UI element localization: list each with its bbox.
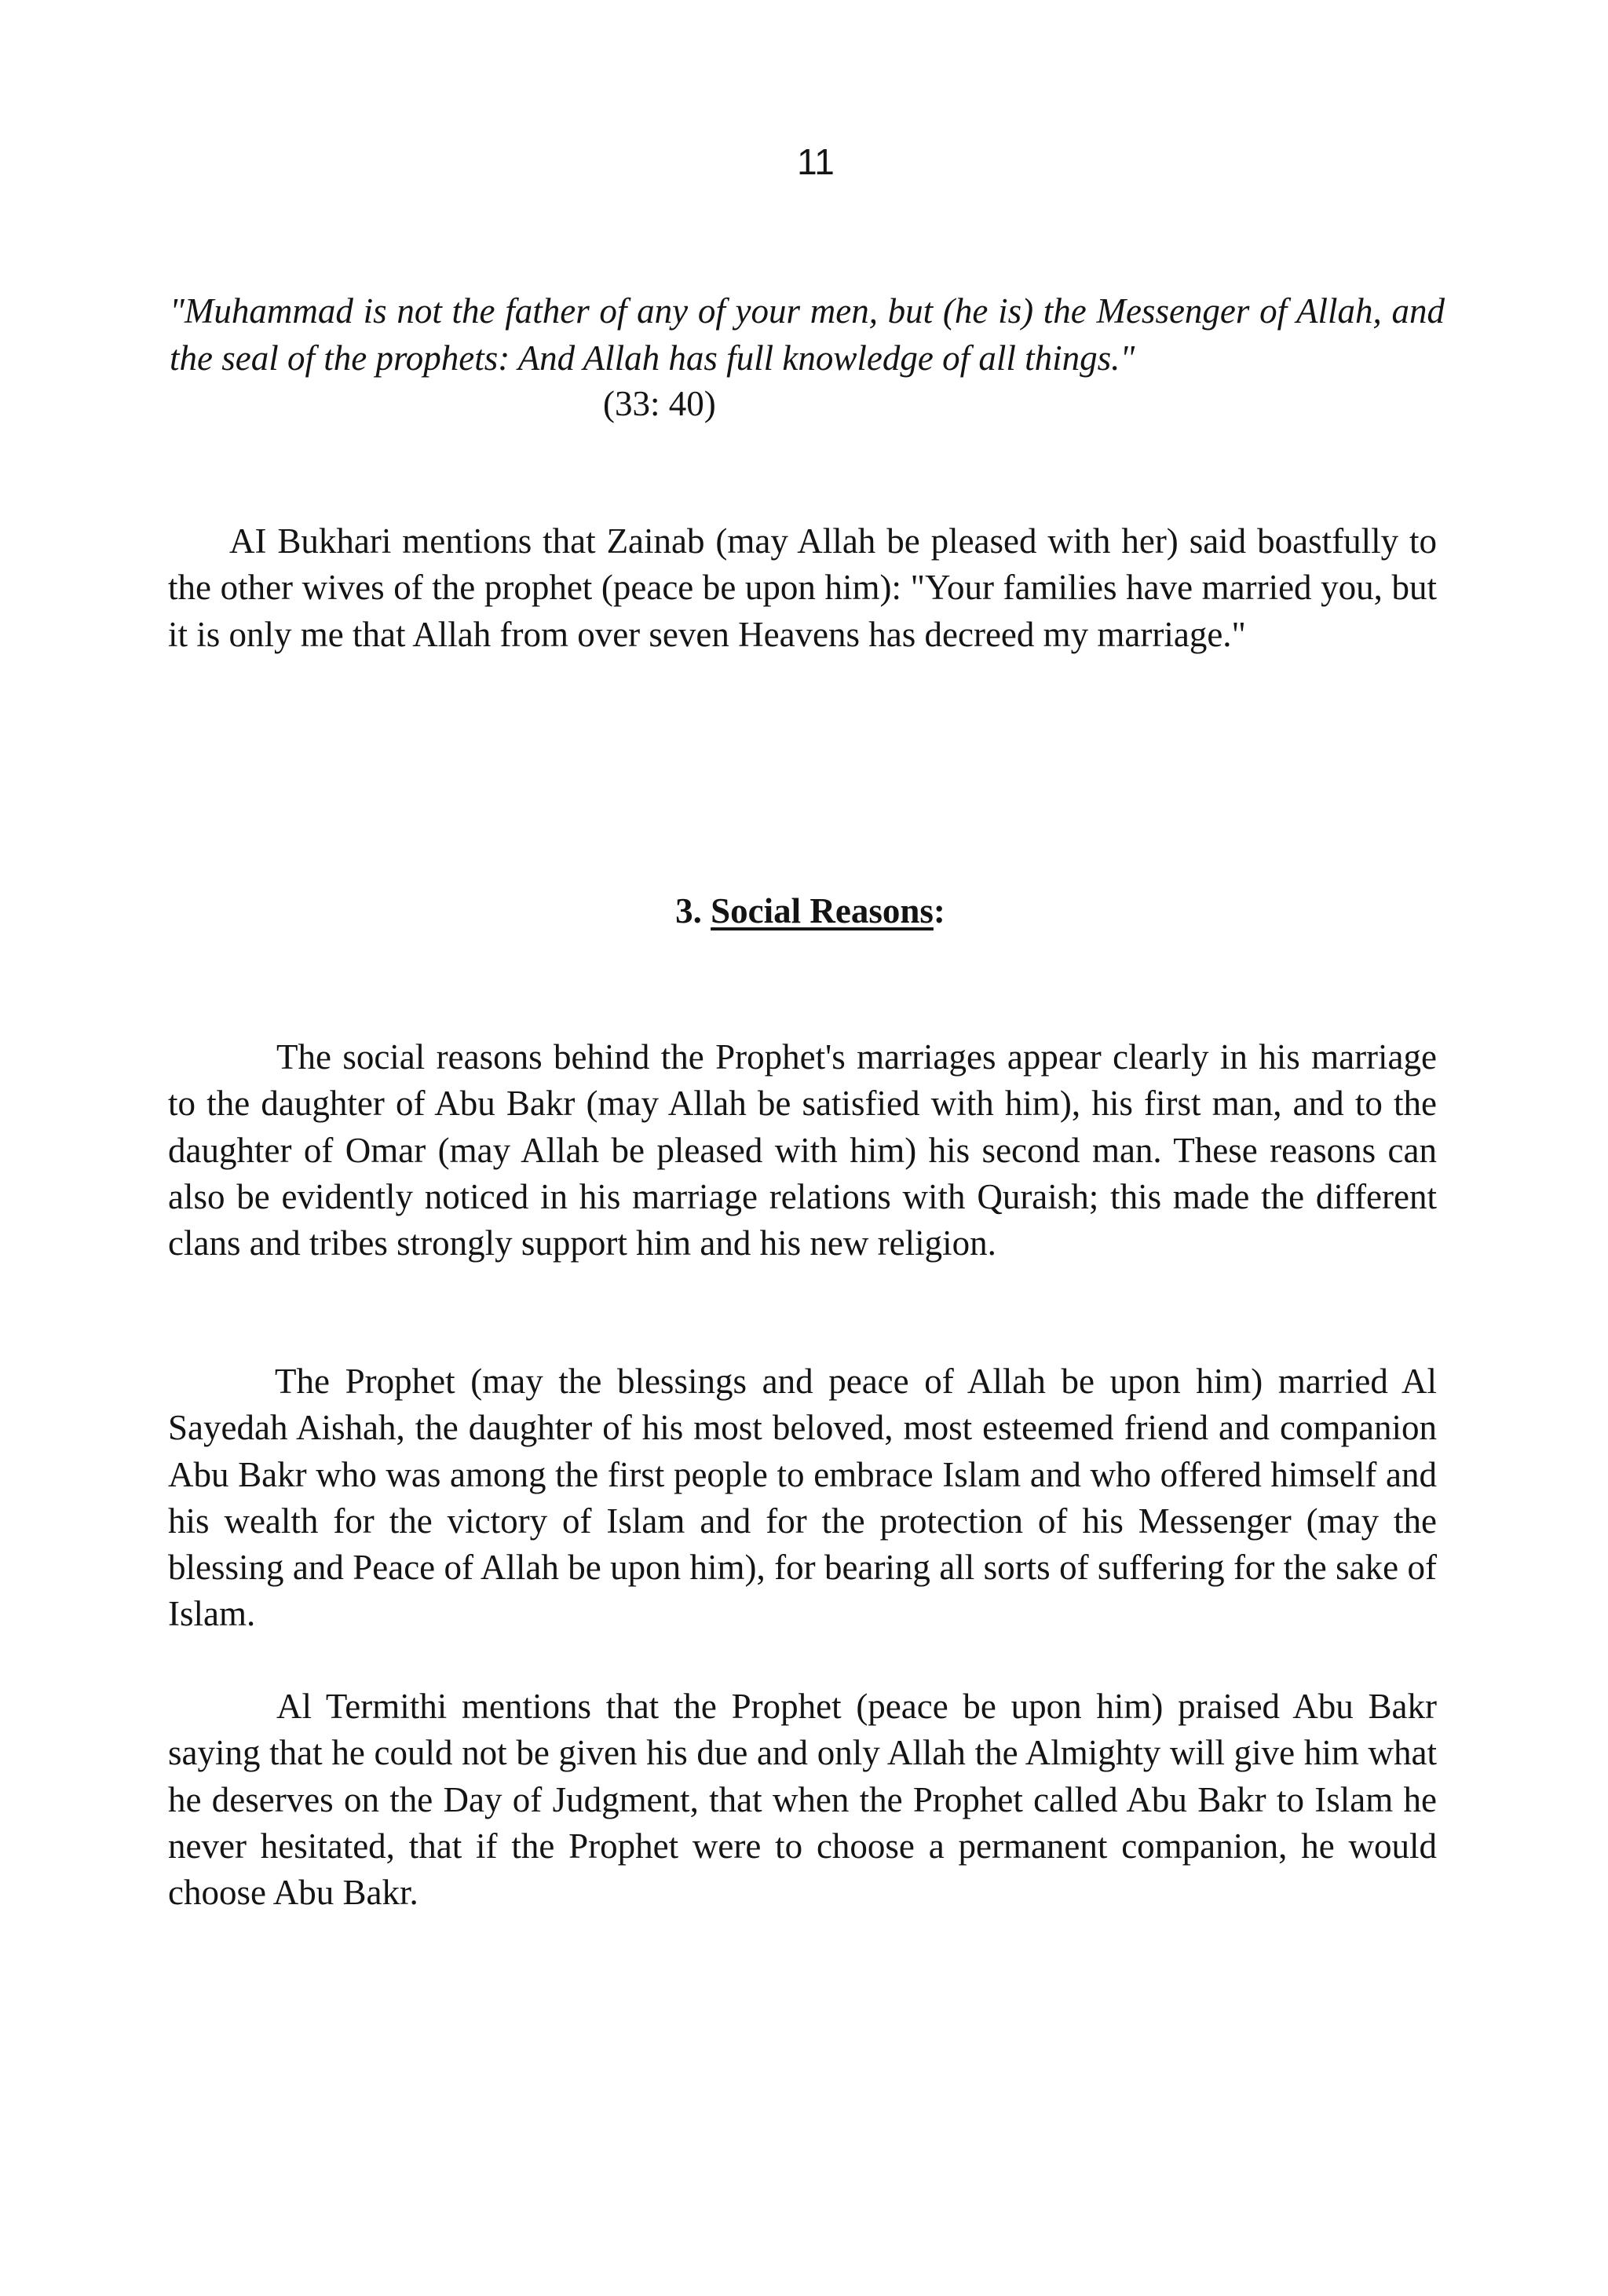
quote-reference: (33: 40) [603, 384, 716, 423]
paragraph-bukhari: AI Bukhari mentions that Zainab (may Allah be pleased with her) said boastfully to the other wives of the prophet (peace be upon him): "Your families have married you, but it is only me that Allah from over seven Heavens has decreed my marriage." [168, 521, 1437, 654]
section-suffix: : [933, 891, 945, 930]
paragraph-aishah: The Prophet (may the blessings and peace of Allah be upon him) married Al Sayedah Aishah, the daughter of his most beloved, most esteemed friend and companion Abu Bakr who was among the first people to embrace Islam and who offered himself and his wealth for the victory of Islam and for the protection of his Messenger (may the blessing and Peace of Allah be upon him), for bearing all sorts of suffering for the sake of Islam. [168, 1362, 1437, 1634]
quran-quote: "Muhammad is not the father of any of your men, but (he is) the Messenger of Allah, and the seal of the prophets: And Allah has full knowledge of all things." [170, 291, 1445, 378]
section-title: Social Reasons [711, 891, 934, 930]
paragraph-termithi: Al Termithi mentions that the Prophet (peace be upon him) praised Abu Bakr saying that he could not be given his due and only Allah the Almighty will give him what he deserves on the Day of Judgment, that when the Prophet called Abu Bakr to Islam he never hesitated, that if the Prophet were to choose a permanent companion, he would choose Abu Bakr. [168, 1687, 1437, 1913]
paragraph-social-reasons: The social reasons behind the Prophet's marriages appear clearly in his marriage to the daughter of Abu Bakr (may Allah be satisfied with him), his first man, and to the daughter of Omar (may Allah be pleased with him) his second man. These reasons can also be evidently noticed in his marriage relations with Quraish; this made the different clans and tribes strongly support him and his new religion. [168, 1037, 1437, 1263]
section-number: 3. [675, 891, 702, 930]
section-heading [0, 887, 1608, 934]
page-number: 11 [797, 141, 835, 182]
